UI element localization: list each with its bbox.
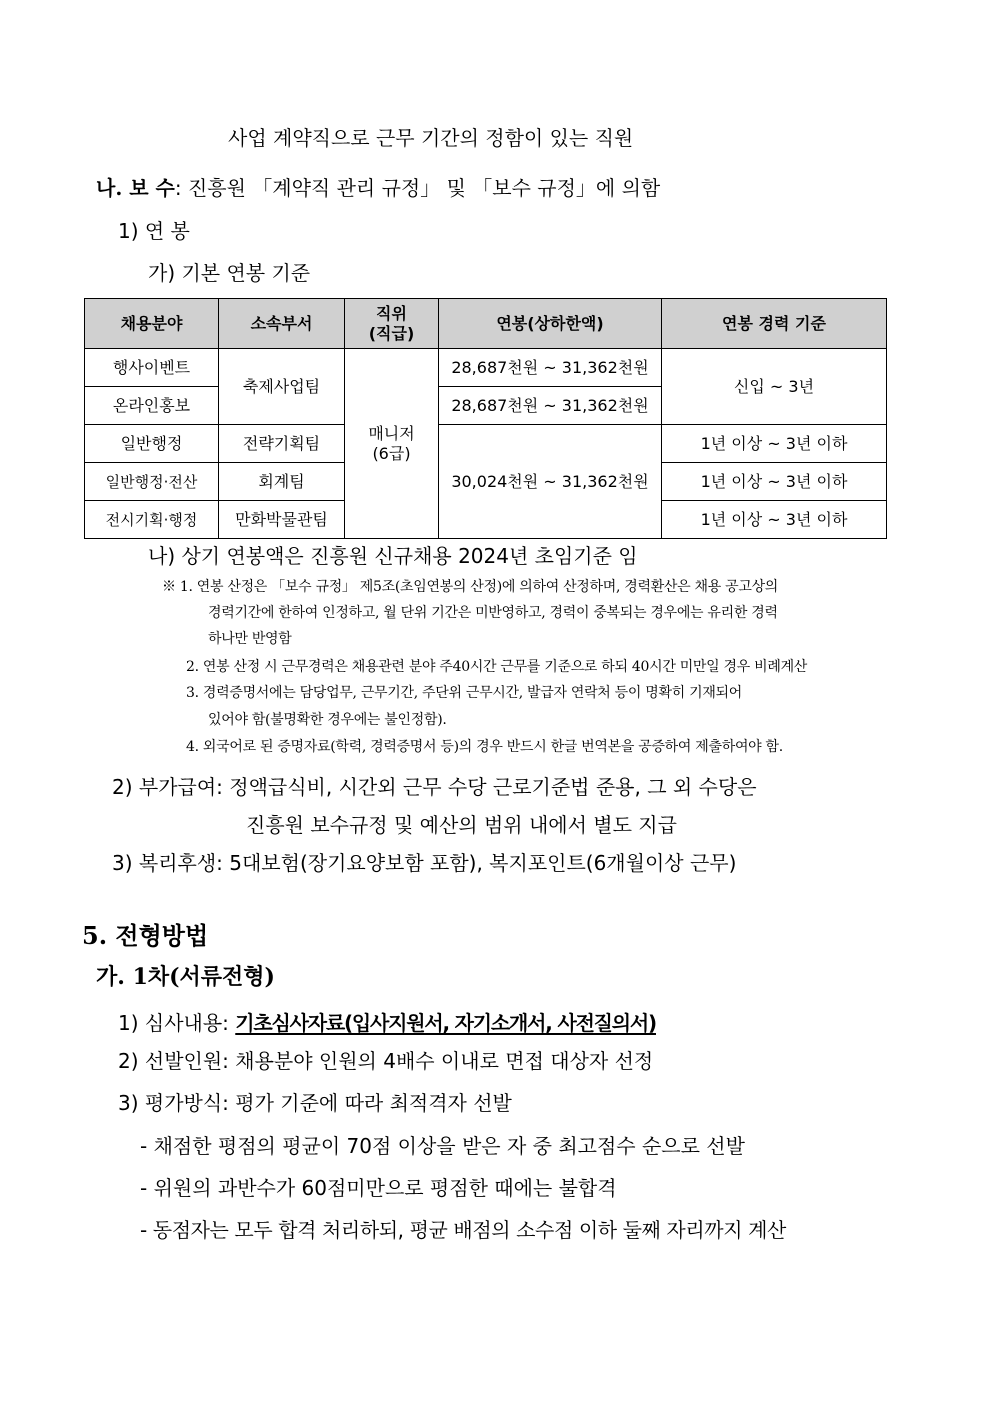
pay-description: : 진흥원 「계약직 관리 규정」 및 「보수 규정」에 의함 [174,176,661,200]
stage1-heading: 가. 1차(서류전형) [96,964,275,990]
review-line [118,1007,656,1036]
note-1-line-1: ※ 1. 연봉 산정은 「보수 규정」 제5조(초임연봉의 산정)에 의하여 산정하며, 경력환산은 채용 공고상의 [162,579,779,595]
cell-dept: 전략기획팀 [219,425,345,463]
cell-salary: 30,024천원 ~ 31,362천원 [439,425,662,539]
table-note: 나) 상기 연봉액은 진흥원 신규채용 2024년 초임기준 임 [148,544,638,568]
pay-section [96,172,660,201]
cell-field: 온라인홍보 [85,387,219,425]
cell-salary: 28,687천원 ~ 31,362천원 [439,349,662,387]
note-1-line-2: 경력기간에 한하여 인정하고, 월 단위 기간은 미반영하고, 경력이 중복되는 경우에는 유리한 경력 [208,605,778,621]
extra-pay-line-1: 2) 부가급여: 정액급식비, 시간외 근무 수당 근로기준법 준용, 그 외 수당은 [112,775,757,799]
salary-heading: 1) 연 봉 [118,219,190,243]
evaluation-method: 3) 평가방식: 평가 기준에 따라 최적격자 선발 [118,1091,512,1115]
review-value: 기초심사자료(입사지원서, 자기소개서, 사전질의서) [235,1011,656,1035]
extra-pay-line-2: 진흥원 보수규정 및 예산의 범위 내에서 별도 지급 [246,813,677,837]
cell-career: 1년 이상 ~ 3년 이하 [662,425,887,463]
cell-dept: 만화박물관팀 [219,501,345,539]
cell-career: 신입 ~ 3년 [662,349,887,425]
review-label: 1) 심사내용: [118,1011,236,1035]
header-dept: 소속부서 [219,299,345,349]
note-3-line-1: 3. 경력증명서에는 담당업무, 근무기간, 주단위 근무시간, 발급자 연락처 등이 명확히 기재되어 [186,685,742,701]
header-field: 채용분야 [85,299,219,349]
cell-field: 전시기획·행정 [85,501,219,539]
header-salary: 연봉(상하한액) [439,299,662,349]
welfare-line: 3) 복리후생: 5대보험(장기요양보함 포함), 복지포인트(6개월이상 근무) [112,851,737,875]
table-row [85,349,887,387]
selection-heading: 5. 전형방법 [82,921,209,950]
note-1-line-3: 하나만 반영함 [208,631,292,647]
bullet-item: - 동점자는 모두 합격 처리하되, 평균 배점의 소수점 이하 둘째 자리까지 계산 [140,1218,786,1242]
salary-table [84,298,887,539]
cell-field: 일반행정·전산 [85,463,219,501]
cell-position: 매니저 (6급) [345,349,439,539]
cell-dept: 회계팀 [219,463,345,501]
header-career: 연봉 경력 기준 [662,299,887,349]
cell-dept: 축제사업팀 [219,349,345,425]
table-row [85,425,887,463]
cell-salary: 28,687천원 ~ 31,362천원 [439,387,662,425]
table-header-row [85,299,887,349]
bullet-item: - 위원의 과반수가 60점미만으로 평점한 때에는 불합격 [140,1176,617,1200]
pay-heading: 나. 보 수 [96,176,175,200]
bullet-item: - 채점한 평점의 평균이 70점 이상을 받은 자 중 최고점수 순으로 선발 [140,1134,745,1158]
intro-line: 사업 계약직으로 근무 기간의 정함이 있는 직원 [228,126,634,150]
note-2: 2. 연봉 산정 시 근무경력은 채용관련 분야 주40시간 근무를 기준으로 하되 40시간 미만일 경우 비례계산 [186,659,808,675]
cell-career: 1년 이상 ~ 3년 이하 [662,463,887,501]
cell-career: 1년 이상 ~ 3년 이하 [662,501,887,539]
note-3-line-2: 있어야 함(불명확한 경우에는 불인정함). [208,712,447,728]
note-4: 4. 외국어로 된 증명자료(학력, 경력증명서 등)의 경우 반드시 한글 번역본을 공증하여 제출하여야 함. [186,739,783,755]
basis-heading: 가) 기본 연봉 기준 [148,261,311,285]
cell-field: 일반행정 [85,425,219,463]
selection-count: 2) 선발인원: 채용분야 인원의 4배수 이내로 면접 대상자 선정 [118,1049,654,1073]
header-position: 직위 (직급) [345,299,439,349]
cell-field: 행사이벤트 [85,349,219,387]
